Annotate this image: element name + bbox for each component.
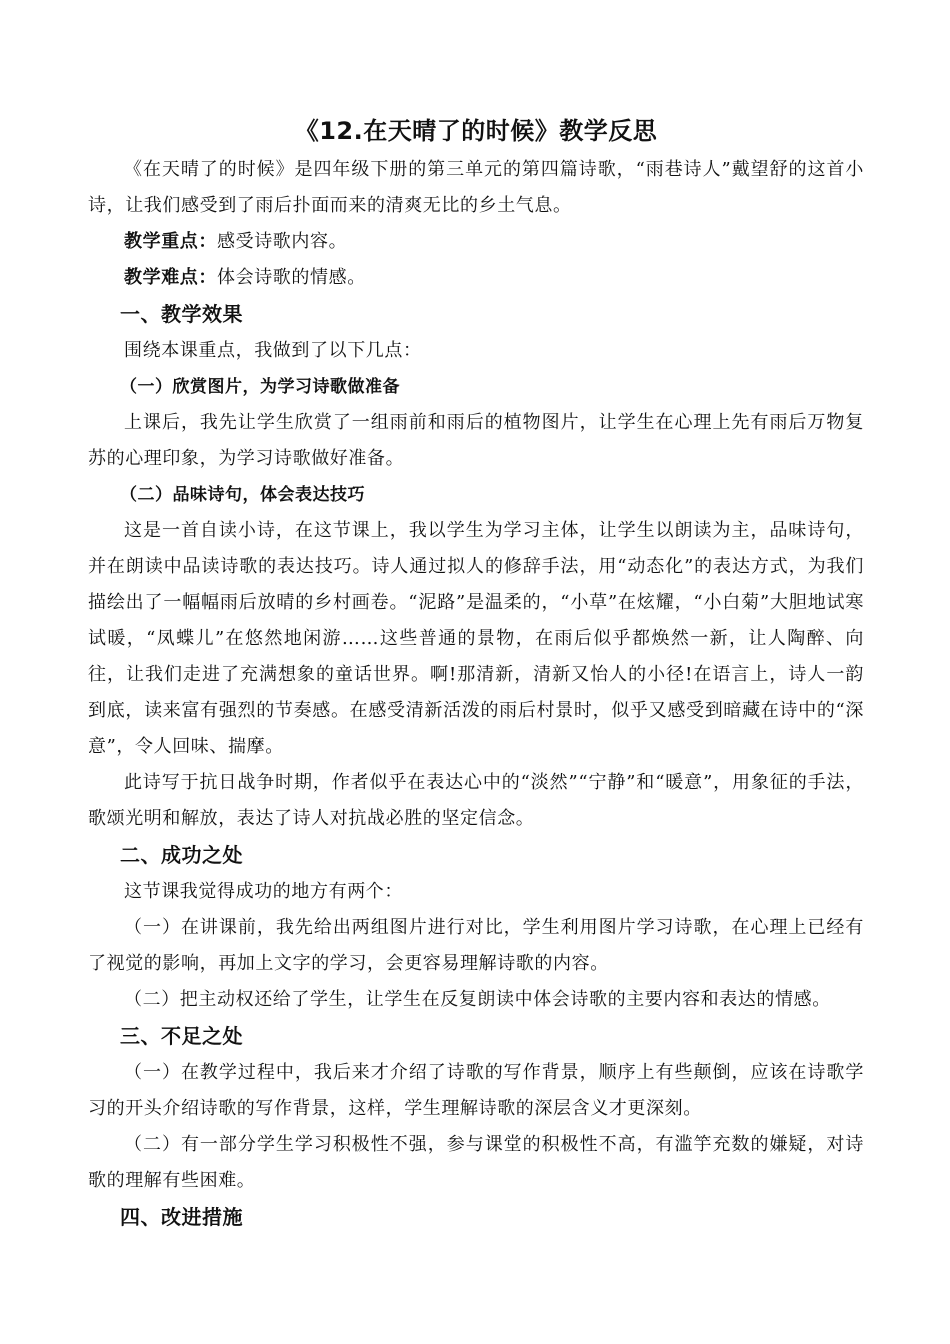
subheading-appreciate-pictures: （一）欣赏图片，为学习诗歌做准备 <box>120 377 400 397</box>
section3-item-1: （一）在教学过程中，我后来才介绍了诗歌的写作背景，顺序上有些颠倒，应该在诗歌学习的开头介绍诗歌的写作背景，这样，学生理解诗歌的深层含义才更深刻。 <box>88 1062 864 1119</box>
section3-item-2: （二）有一部分学生学习积极性不强，参与课堂的积极性不高，有滥竽充数的嫌疑，对诗歌的理解有些困难。 <box>88 1134 864 1191</box>
section2-lead: 这节课我觉得成功的地方有两个： <box>124 881 403 902</box>
section2-item-1: （一）在讲课前，我先给出两组图片进行对比，学生利用图片学习诗歌，在心理上已经有了视觉的影响，再加上文字的学习，会更容易理解诗歌的内容。 <box>88 917 864 974</box>
sub1-paragraph: 上课后，我先让学生欣赏了一组雨前和雨后的植物图片，让学生在心理上先有雨后万物复苏的心理印象，为学习诗歌做好准备。 <box>88 412 864 469</box>
section2-item-2: （二）把主动权还给了学生，让学生在反复朗读中体会诗歌的主要内容和表达的情感。 <box>124 989 831 1010</box>
difficulty-label: 教学难点： <box>124 267 217 288</box>
section-heading-success: 二、成功之处 <box>120 843 243 867</box>
difficulty-text: 体会诗歌的情感。 <box>217 267 366 288</box>
document-page <box>88 112 864 1236</box>
section1-lead: 围绕本课重点，我做到了以下几点： <box>124 340 422 361</box>
intro-paragraph: 《在天晴了的时候》是四年级下册的第三单元的第四篇诗歌，“雨巷诗人”戴望舒的这首小诗，让我们感受到了雨后扑面而来的清爽无比的乡土气息。 <box>88 159 864 216</box>
focus-line <box>88 224 864 260</box>
difficulty-line <box>88 260 864 296</box>
section-heading-improvement: 四、改进措施 <box>120 1205 243 1229</box>
focus-text: 感受诗歌内容。 <box>217 231 348 252</box>
document-title: 《12.在天晴了的时候》教学反思 <box>294 117 658 145</box>
focus-label: 教学重点： <box>124 231 217 252</box>
subheading-savor-verses: （二）品味诗句，体会表达技巧 <box>120 485 365 505</box>
section-heading-shortcomings: 三、不足之处 <box>120 1024 243 1048</box>
sub2-paragraph-2: 此诗写于抗日战争时期，作者似乎在表达心中的“淡然”“宁静”和“暖意”，用象征的手法，歌颂光明和解放，表达了诗人对抗战必胜的坚定信念。 <box>88 772 864 829</box>
section-heading-effect: 一、教学效果 <box>120 302 243 326</box>
sub2-paragraph: 这是一首自读小诗，在这节课上，我以学生为学习主体，让学生以朗读为主，品味诗句，并在朗读中品读诗歌的表达技巧。诗人通过拟人的修辞手法，用“动态化”的表达方式，为我们描绘出了一幅幅雨后放晴的乡村画卷。“泥路”是温柔的，“小草”在炫耀，“小白菊”大胆地试寒试暖，“凤蝶儿”在悠然地闲游……这些普通的景物，在雨后似乎都焕然一新，让人陶醉、向往，让我们走进了充满想象的童话世界。啊!那清新，清新又怡人的小径!在语言上，诗人一韵到底，读来富有强烈的节奏感。在感受清新活泼的雨后村景时，似乎又感受到暗藏在诗中的“深意”，令人回味、揣摩。 <box>88 520 864 757</box>
